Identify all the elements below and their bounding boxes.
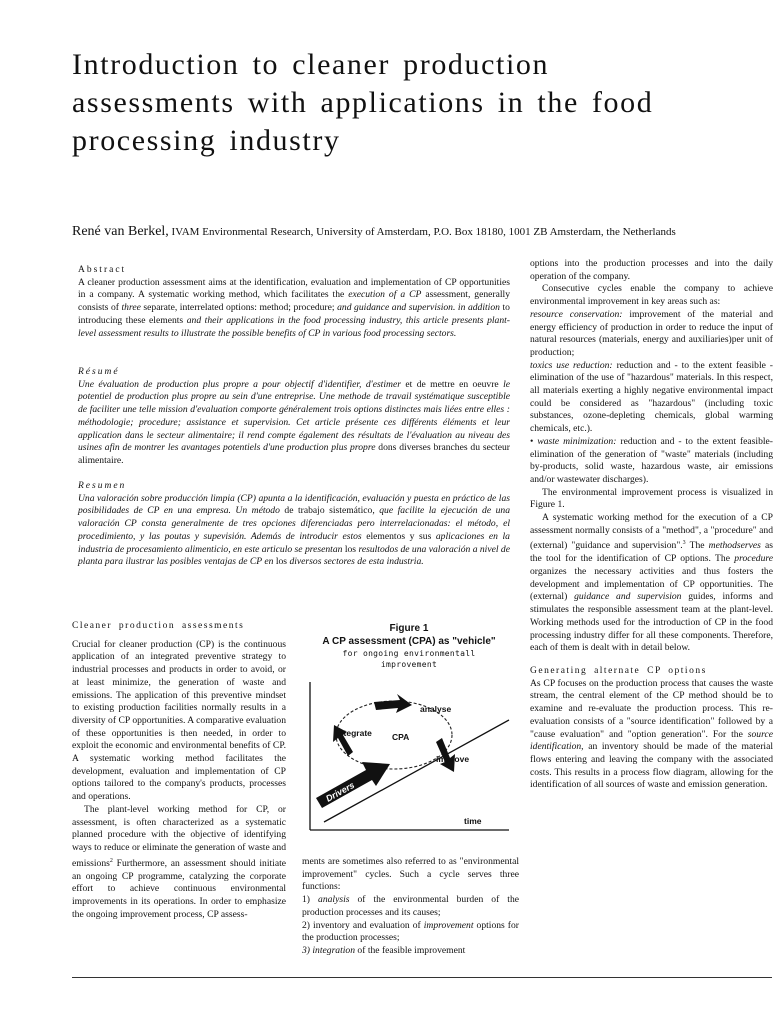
column-right	[530, 258, 773, 792]
section1-paragraph-1: Crucial for cleaner production (CP) is the continuous application of an integrated preventive strategy to industrial processes and products in order to avoid, or at least minimize, the generation of waste and emissions. The application of this preventive mindset to existing production facilities normally results in a diversity of CP opportunities. A comparative evaluation of these opportunities is then needed, in order to exploit the economic and environmental benefits of CP. A systematic working method facilitates the development, evaluation and implementation of CP options tailored to the company's products, processes and operations.	[72, 638, 286, 803]
col3-bullet-waste: • waste minimization: reduction and - to the extent feasible-elimination of the generation of "waste" materials (including by-products, solid waste, hazardous waste, air emissions and/or wastewater discharges).	[530, 435, 773, 485]
abstract-heading: Abstract	[78, 265, 127, 275]
drivers-label: Drivers	[324, 779, 357, 804]
col3-bullet-toxics: toxics use reduction: reduction and - to the extent feasible - elimination of the use of "hazardous" materials. In this respect, all materials exerting a highly negative environmental impact could be considered as "hazardous" (including toxic substances, ozone-depleting chemicals, global warming chemicals, etc.).	[530, 359, 773, 435]
abstract-section	[78, 264, 510, 340]
figure-diagram	[304, 680, 514, 840]
figure-label: Figure 1	[389, 623, 429, 634]
col2-item-1: 1) analysis of the environmental burden of the production processes and its causes;	[302, 894, 520, 918]
resumen-section	[78, 480, 510, 569]
section1-paragraph-2: The plant-level working method for CP, or assessment, is often characterized as a systematic planned procedure with the objective of identifying ways to reduce or eliminate the generation of waste and emissions$^2$ Furthermore, an assessment should initiate an ongoing CP programme, catalyzing the corporate effort to achieve continuous environmental improvements in its operations. In order to emphasize the ongoing improvement process, CP assess-	[72, 803, 286, 920]
analyse-arrow-icon	[374, 694, 412, 713]
section-heading-cleaner-production: Cleaner production assessments	[72, 621, 245, 631]
col3-paragraph-5: As CP focuses on the production process that causes the waste stream, the central element of the CP method should be to examine and re-evaluate the production process. This re-evaluation consists of a "source identification" followed by a "cause evaluation" and "option generation". For the source identification, an inventory should be made of the material flows entering and leaving the company with the associated costs. This results in a process flow diagram, allowing for the identification of all sources of waste and emission generation.	[530, 677, 773, 791]
figure-subtitle: for ongoing environmentall improvement	[342, 649, 476, 669]
col2-item-3: 3) integration of the feasible improvement	[302, 944, 466, 956]
figure-1	[304, 622, 514, 840]
col3-bullet-resource: resource conservation: improvement of the material and energy efficiency of production in order to reduce the input of natural resources (materials, energy and auxiliaries)per unit of production;	[530, 308, 773, 358]
author-org-prefix: IVAM E	[171, 226, 209, 238]
col3-paragraph-3: The environmental improvement process is visualized in Figure 1.	[530, 486, 773, 511]
resume-heading: Résumé	[78, 367, 120, 377]
section-heading-generating-options: Generating alternate CP options	[530, 665, 707, 676]
author-line	[72, 224, 732, 240]
article-title: Introduction to cleaner production assessments with applications in the food processing industry	[72, 48, 654, 157]
col3-paragraph-4: A systematic working method for the execution of a CP assessment normally consists of a "method", a "procedure" and (external) "guidance and supervision".$^3$ The methodserves as the tool for the identification of CP options. The procedure organizes the necessary activities and thus fosters the development and implementation of CP opportunities. The (external) guidance and supervision guides, informs and stimulates the responsible assessment team at the plant-level. Working methods used for the introduction of CP in the food processing industry differ for all these components. Therefore, each of them is dealt with in detail below.	[530, 512, 773, 654]
resume-section	[78, 366, 510, 468]
col3-paragraph-1: options into the production processes and into the daily operation of the company.	[530, 258, 773, 282]
abstract-text: A cleaner production assessment aims at the identification, evaluation and implementation of CP opportunities in a company. A systematic working method, which facilitates the execution of a CP assessment, generally consists of three separate, interrelated options: method; procedure; and guidance and supervision. in addition to introducing these elements and their applications in the food processing industry, this article presents plant-level assessment results to illustrate the possible benefits of CP in various food processing sectors.	[78, 276, 510, 339]
resumen-text: Una valoración sobre producción limpia (CP) apunta a la identificación, evaluación y puesta en práctico de las posibilidades de CP en una empresa. Un método de trabajo sistemático, que facilite la ejecución de una valoración CP consta generalmente de tres opciones diferenciadas pero interrelacionadas: el método, el procedimiento, y las poutas y supevisión. Además de introducir estos elementos y sus aplicaciones en la industria de procesamiento alimenticio, en este articulo se presentan los resultodos de una valoración a nivel de planta para ilustrar las posibles ventajas de CP en los diversos sectores de esta industria.	[78, 492, 510, 568]
improve-label: improve	[436, 754, 470, 764]
column-middle	[302, 856, 519, 958]
integrate-label: integrate	[336, 728, 372, 738]
resumen-heading: Resumen	[78, 481, 127, 491]
resume-text: Une évaluation de production plus propre a pour objectif d'identifier, d'estimer et de mettre en oeuvre le potentiel de production plus propre au sein d'une entreprise. Une methode de travail systématique susceptible de faciliter une telle mission d'evaluation comporte généralement trois options distinctes mais liées entre elles : méthodologie; procedure; assistance et supervision. Cet article présente ces différents éléments et leur application dans le secteur alimentaire; il rend compte également des résultats de l'évaluation au niveau des usines afin de montrer les avantages potentiels d'une production plus propre dons diverses branches du secteur alimentaire.	[78, 378, 511, 466]
analyse-label: analyse	[420, 704, 452, 714]
time-axis-label: time	[464, 816, 482, 826]
bottom-rule	[72, 977, 772, 978]
author-affiliation: nvironmental Research, University of Amsterdam, P.O. Box 18180, 1001 ZB Amsterdam, the Netherlands	[208, 226, 676, 238]
col2-item-2: 2) inventory and evaluation of improvement options for the production processes;	[302, 919, 519, 944]
column-left	[72, 620, 286, 921]
col3-paragraph-2: Consecutive cycles enable the company to achieve environmental improvement in key areas such as:	[530, 283, 773, 308]
col2-paragraph-1: ments are sometimes also referred to as "environmental improvement" cycles. Such a cycle serves three functions:	[302, 856, 519, 893]
author-name: René van Berkel,	[72, 224, 169, 239]
figure-title: A CP assessment (CPA) as "vehicle"	[322, 636, 496, 647]
cpa-label: CPA	[392, 732, 410, 742]
